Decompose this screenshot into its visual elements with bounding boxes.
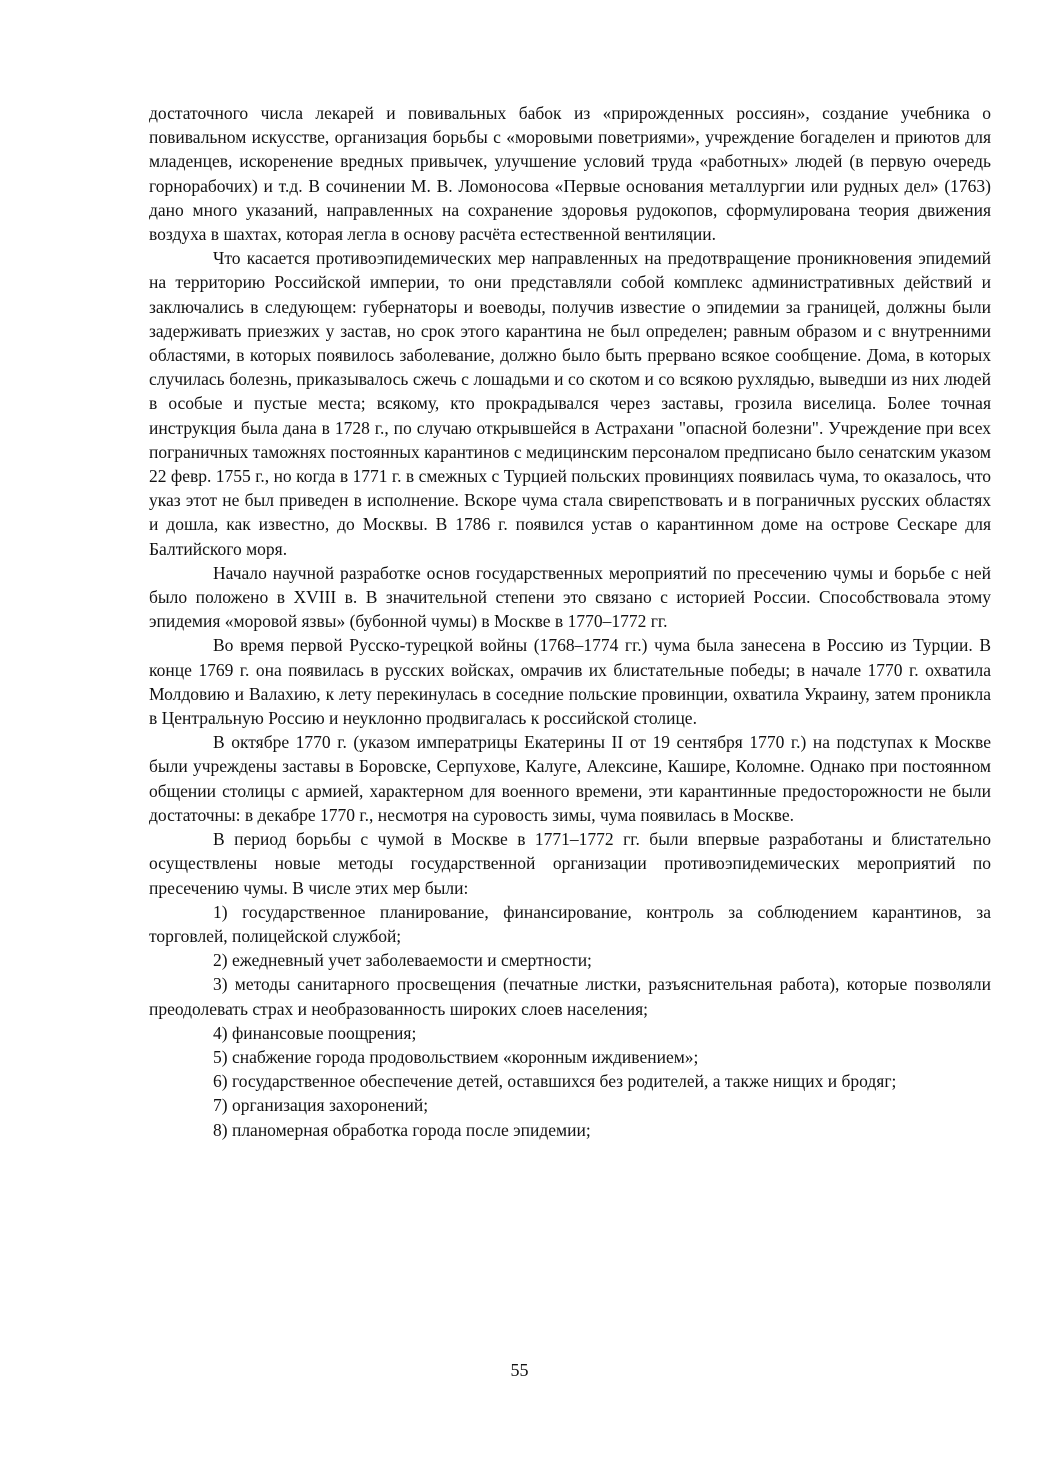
list-item: 5) снабжение города продовольствием «коронным иждивением»; — [213, 1046, 699, 1067]
list-item: 1) государственное планирование, финансирование, контроль за соблюдением карантинов, за торговлей, полицейской службой; — [149, 901, 991, 946]
page-body — [149, 101, 991, 1142]
paragraph-antiepidemic-measures: Что касается противоэпидемических мер направленных на предотвращение проникновения эпидемий на территорию Российской империи, то они представляли собой комплекс административных действий и заключались в следующем: губернаторы и воеводы, получив известие о эпидемии за границей, должны были задерживать приезжих у застав, но срок этого карантина не был определен; равным образом и с внутренними областями, в которых появилось заболевание, должно было быть прервано всякое сообщение. Дома, в которых случилась болезнь, приказывалось сжечь с лошадьми и со скотом и со всякою рухлядью, выведши из них людей в особые и пустые места; всякому, кто прокрадывался через заставы, грозила виселица. Более точная инструкция была дана в 1728 г., по случаю открывшейся в Астрахани "опасной болезни". Учреждение при всех пограничных таможнях постоянных карантинов с медицинским персоналом предписано было сенатским указом 22 февр. 1755 г., но когда в 1771 г. в смежных с Турцией польских провинциях появилась чума, то оказалось, что указ этот не был приведен в исполнение. Вскоре чума стала свирепствовать и в пограничных русских областях и дошла, как известно, до Москвы. В 1786 г. появился устав о карантинном доме на острове Сескаре для Балтийского моря. — [149, 248, 991, 559]
list-item: 3) методы санитарного просвещения (печатные листки, разъяснительная работа), которые позволяли преодолевать страх и необразованность широких слоев населения; — [149, 974, 991, 1019]
page-number: 55 — [510, 1360, 529, 1380]
list-item: 2) ежедневный учет заболеваемости и смертности; — [213, 950, 592, 971]
paragraph-russo-turkish-war: Во время первой Русско-турецкой войны (1768–1774 гг.) чума была занесена в Россию из Турции. В конце 1769 г. она появилась в русских войсках, омрачив их блистательные победы; в начале 1770 г. охватила Молдовию и Валахию, к лету перекинулась в соседние польские провинции, охватила Украину, затем проникла в Центральную Россию и неуклонно продвигалась к российской столице. — [149, 635, 991, 729]
paragraph-new-methods: В период борьбы с чумой в Москве в 1771–1772 гг. были впервые разработаны и блистательно осуществлены новые методы государственной организации противоэпидемических мероприятий по пресечению чумы. В числе этих мер были: — [149, 829, 991, 898]
paragraph-moscow-outposts: В октябре 1770 г. (указом императрицы Екатерины II от 19 сентября 1770 г.) на подступах к Москве были учреждены заставы в Боровске, Серпухове, Калуге, Алексине, Кашире, Коломне. Однако при постоянном общении столицы с армией, характерном для военного времени, эти карантинные предосторожности не были достаточны: в декабре 1770 г., несмотря на суровость зимы, чума появилась в Москве. — [149, 732, 991, 825]
list-item: 4) финансовые поощрения; — [213, 1022, 417, 1043]
list-item: 6) государственное обеспечение детей, оставшихся без родителей, а также нищих и бродяг; — [213, 1071, 897, 1092]
list-item: 7) организация захоронений; — [213, 1095, 429, 1116]
paragraph-intro-continuation: достаточного числа лекарей и повивальных бабок из «прирожденных россиян», создание учебника о повивальном искусстве, организация борьбы с «моровыми поветриями», учреждение богаделен и приютов для младенцев, искоренение вредных привычек, улучшение условий труда «работных» людей (в первую очередь горнорабочих) и т.д. В сочинении М. В. Ломоносова «Первые основания металлургии или рудных дел» (1763) дано много указаний, направленных на сохранение здоровья рудокопов, сформулирована теория движения воздуха в шахтах, которая легла в основу расчёта естественной вентиляции. — [149, 103, 991, 245]
paragraph-plague-research-origin: Начало научной разработке основ государственных мероприятий по пресечению чумы и борьбе с ней было положено в XVIII в. В значительной степени это связано с историей России. Способствовала этому эпидемия «моровой язвы» (бубонной чумы) в Москве в 1770–1772 гг. — [149, 562, 991, 632]
list-item: 8) планомерная обработка города после эпидемии; — [213, 1119, 591, 1140]
